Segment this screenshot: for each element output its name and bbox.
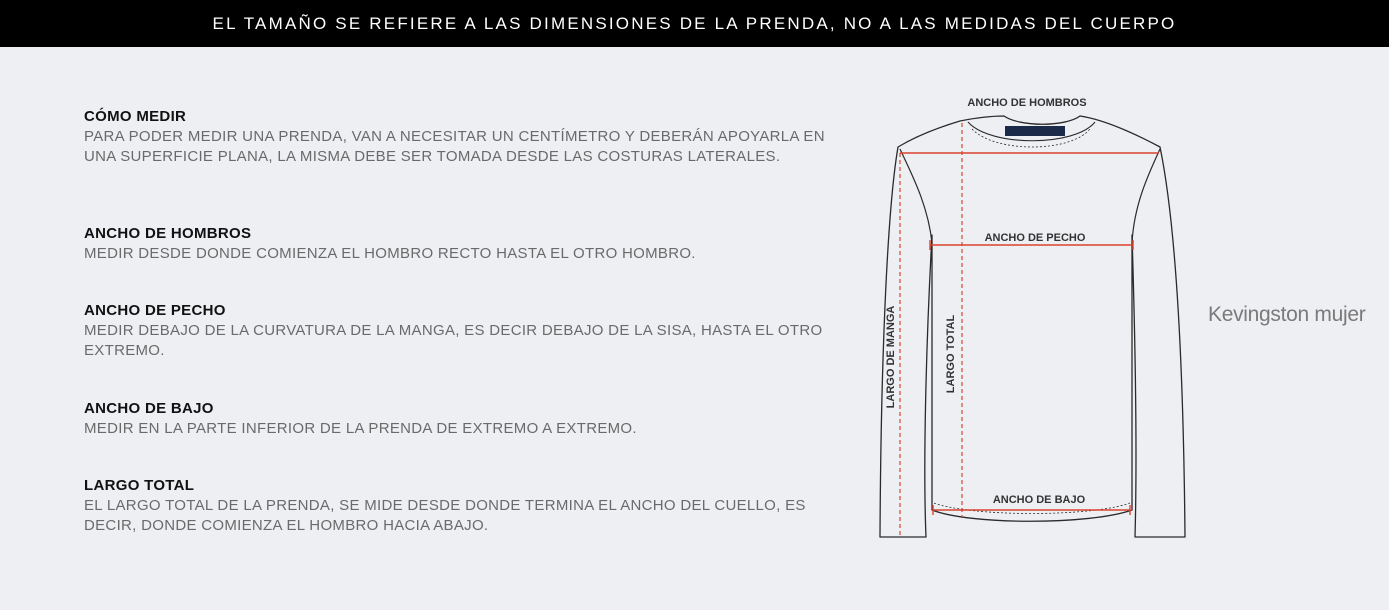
sweater-outline-svg [860, 85, 1200, 555]
right-armhole [1132, 149, 1160, 243]
section-largo-total [84, 477, 844, 535]
section-ancho-de-pecho [84, 302, 844, 360]
section-title: LARGO TOTAL [84, 477, 195, 494]
section-body: MEDIR DEBAJO DE LA CURVATURA DE LA MANGA, ES DECIR DEBAJO DE LA SISA, HASTA EL OTRO EXTREMO. [84, 322, 823, 359]
label-largo-total: LARGO TOTAL [945, 314, 957, 394]
size-notice-banner [0, 0, 1389, 47]
section-title: ANCHO DE BAJO [84, 400, 214, 417]
left-armhole [900, 149, 932, 243]
label-ancho-de-hombros: ANCHO DE HOMBROS [967, 97, 1087, 109]
garment-diagram [860, 85, 1200, 555]
section-ancho-de-hombros [84, 225, 844, 264]
label-ancho-de-bajo: ANCHO DE BAJO [992, 494, 1086, 506]
section-como-medir [84, 108, 844, 166]
brand-name: Kevingston mujer [1208, 303, 1366, 326]
size-notice-text: EL TAMAÑO SE REFIERE A LAS DIMENSIONES DE LA PRENDA, NO A LAS MEDIDAS DEL CUERPO [212, 13, 1177, 33]
section-title: ANCHO DE PECHO [84, 302, 226, 319]
section-body: PARA PODER MEDIR UNA PRENDA, VAN A NECESITAR UN CENTÍMETRO Y DEBERÁN APOYARLA EN UNA SUPERFICIE PLANA, LA MISMA DEBE SER TOMADA DESDE LAS COSTURAS LATERALES. [84, 128, 825, 165]
label-ancho-de-pecho: ANCHO DE PECHO [984, 232, 1086, 244]
neck-tag [1005, 126, 1065, 136]
section-title: ANCHO DE HOMBROS [84, 225, 252, 242]
section-body: EL LARGO TOTAL DE LA PRENDA, SE MIDE DESDE DONDE TERMINA EL ANCHO DEL CUELLO, ES DECIR, DONDE COMIENZA EL HOMBRO HACIA ABAJO. [84, 497, 806, 534]
section-body: MEDIR EN LA PARTE INFERIOR DE LA PRENDA DE EXTREMO A EXTREMO. [84, 420, 637, 437]
section-body: MEDIR DESDE DONDE COMIENZA EL HOMBRO RECTO HASTA EL OTRO HOMBRO. [84, 245, 696, 262]
section-ancho-de-bajo [84, 400, 844, 439]
section-title: CÓMO MEDIR [84, 108, 187, 125]
label-largo-de-manga: LARGO DE MANGA [885, 305, 897, 409]
sweater-outline [880, 116, 1185, 537]
